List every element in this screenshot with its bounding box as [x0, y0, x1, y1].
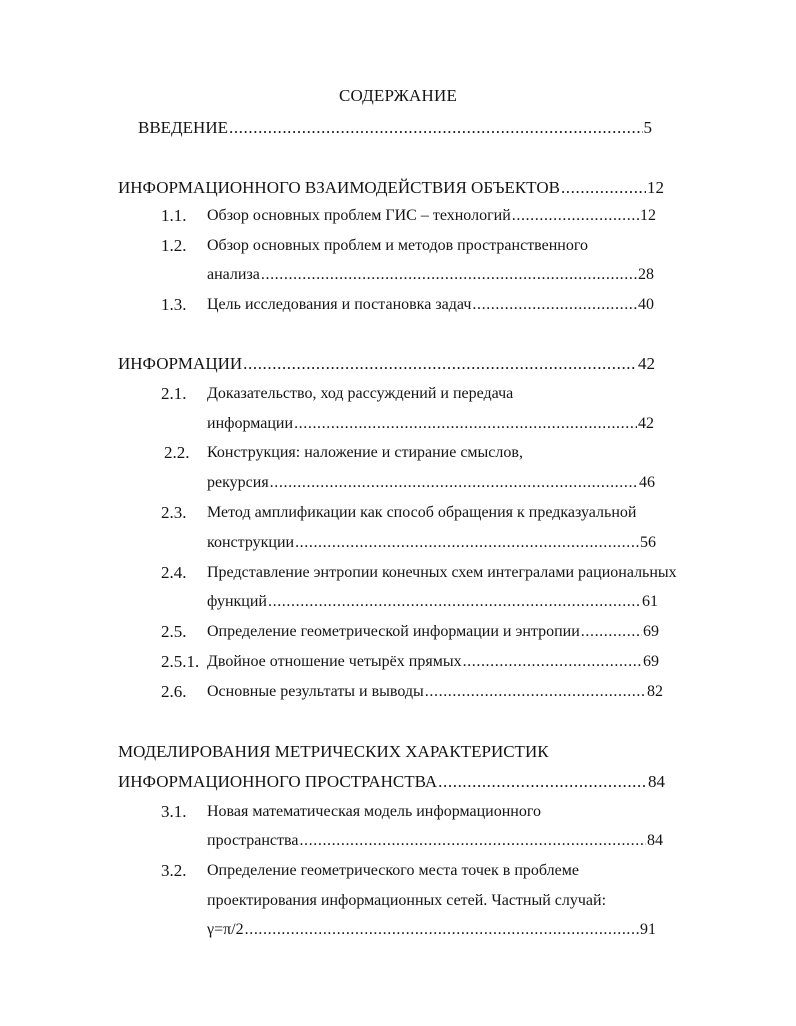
toc-entry-intro — [138, 117, 652, 139]
toc-section-number: 2.5. — [161, 622, 187, 641]
section-title: Основные результаты и выводы — [207, 683, 424, 700]
toc-section-2-2 — [207, 472, 655, 494]
toc-page-number: 5 — [643, 118, 652, 137]
toc-section-number: 1.2. — [161, 236, 187, 255]
section-title: Цель исследования и постановка задач — [207, 296, 472, 313]
section-title-cont: конструкции — [207, 534, 295, 551]
dot-leader — [512, 205, 639, 227]
dot-leader — [295, 532, 639, 554]
dot-leader — [438, 771, 647, 793]
chapter-title-cont: МОДЕЛИРОВАНИЯ МЕТРИЧЕСКИХ ХАРАКТЕРИСТИК — [118, 742, 549, 761]
toc-chapter-1 — [118, 177, 664, 199]
toc-section-2-5 — [207, 621, 659, 643]
toc-page-number: 42 — [638, 354, 655, 373]
section-title: Представление энтропии конечных схем интегралами рациональных — [207, 564, 677, 581]
section-title-cont: γ=π/2 — [207, 921, 244, 938]
toc-section-number: 2.1. — [161, 384, 187, 403]
toc-section-number: 1.3. — [161, 295, 187, 314]
chapter-title-cont: ИНФОРМАЦИОННОГО ВЗАИМОДЕЙСТВИЯ ОБЪЕКТОВ — [118, 178, 560, 197]
section-title: Новая математическая модель информационного — [207, 803, 542, 820]
dot-leader — [581, 621, 642, 643]
section-title: Обзор основных проблем и методов пространственного — [207, 237, 589, 254]
section-title: Определение геометрической информации и энтропии — [207, 623, 580, 640]
toc-entry-text: ВВЕДЕНИЕ — [138, 118, 228, 137]
toc-section-2-4 — [207, 591, 658, 613]
dot-leader — [294, 413, 637, 435]
toc-section-number: 3.1. — [161, 802, 187, 821]
toc-section-number: 2.3. — [161, 503, 187, 522]
section-title: Обзор основных проблем ГИС – технологий — [207, 207, 511, 224]
toc-page-number: 69 — [643, 623, 659, 640]
toc-page-number: 28 — [638, 266, 654, 283]
toc-chapter-2 — [118, 353, 655, 375]
dot-leader — [243, 353, 637, 375]
dot-leader — [463, 651, 642, 673]
toc-section-2-6 — [207, 681, 663, 703]
section-title: Определение геометрического места точек в проблеме — [207, 862, 579, 879]
chapter-title-cont: ИНФОРМАЦИОННОГО ПРОСТРАНСТВА — [118, 772, 438, 791]
dot-leader — [561, 177, 646, 199]
section-title-cont: функций — [207, 593, 267, 610]
toc-page-number: 84 — [647, 832, 663, 849]
toc-section-3-2 — [207, 919, 656, 941]
dot-leader — [229, 117, 643, 139]
toc-page-number: 91 — [640, 921, 656, 938]
toc-page-number: 12 — [640, 207, 656, 224]
toc-section-1-2 — [207, 264, 654, 286]
dot-leader — [472, 294, 637, 316]
toc-section-2-1 — [207, 413, 654, 435]
dot-leader — [270, 472, 638, 494]
toc-section-3-1 — [207, 830, 663, 852]
toc-chapter-3 — [118, 771, 665, 793]
toc-section-2-3 — [207, 532, 656, 554]
dot-leader — [299, 830, 646, 852]
toc-section-number: 2.2. — [164, 443, 190, 462]
dot-leader — [268, 591, 641, 613]
section-title-cont: информации — [207, 415, 294, 432]
toc-page-number: 46 — [639, 474, 655, 491]
chapter-title-cont: ИНФОРМАЦИИ — [118, 354, 243, 373]
toc-section-number: 3.2. — [161, 861, 187, 880]
section-title: Доказательство, ход рассуждений и передача — [207, 385, 514, 402]
toc-page-number: 69 — [643, 653, 659, 670]
toc-page-number: 82 — [647, 683, 663, 700]
section-title: Конструкция: наложение и стирание смыслов, — [207, 444, 523, 461]
section-title-cont: пространства — [207, 832, 299, 849]
page-title: СОДЕРЖАНИЕ — [338, 86, 458, 105]
section-title-cont: проектирования информационных сетей. Частный случай: — [207, 892, 607, 909]
toc-section-number: 2.5.1. — [161, 652, 200, 671]
dot-leader — [245, 919, 639, 941]
dot-leader — [261, 264, 637, 286]
toc-page-number: 56 — [640, 534, 656, 551]
toc-page-number: 12 — [647, 178, 664, 197]
section-title: Метод амплификации как способ обращения к предказуальной — [207, 504, 637, 521]
toc-section-2-5-1 — [207, 651, 659, 673]
dot-leader — [425, 681, 646, 703]
section-title: Двойное отношение четырёх прямых — [207, 653, 462, 670]
toc-page-number: 42 — [638, 415, 654, 432]
toc-section-1-3 — [207, 294, 654, 316]
toc-page-number: 40 — [638, 296, 654, 313]
toc-section-1-1 — [207, 205, 656, 227]
toc-section-number: 2.4. — [161, 563, 187, 582]
toc-section-number: 1.1. — [161, 206, 187, 225]
toc-section-number: 2.6. — [161, 682, 187, 701]
toc-page-number: 84 — [648, 772, 665, 791]
section-title-cont: рекурсия — [207, 474, 269, 491]
section-title-cont: анализа — [207, 266, 260, 283]
toc-page-number: 61 — [642, 593, 658, 610]
